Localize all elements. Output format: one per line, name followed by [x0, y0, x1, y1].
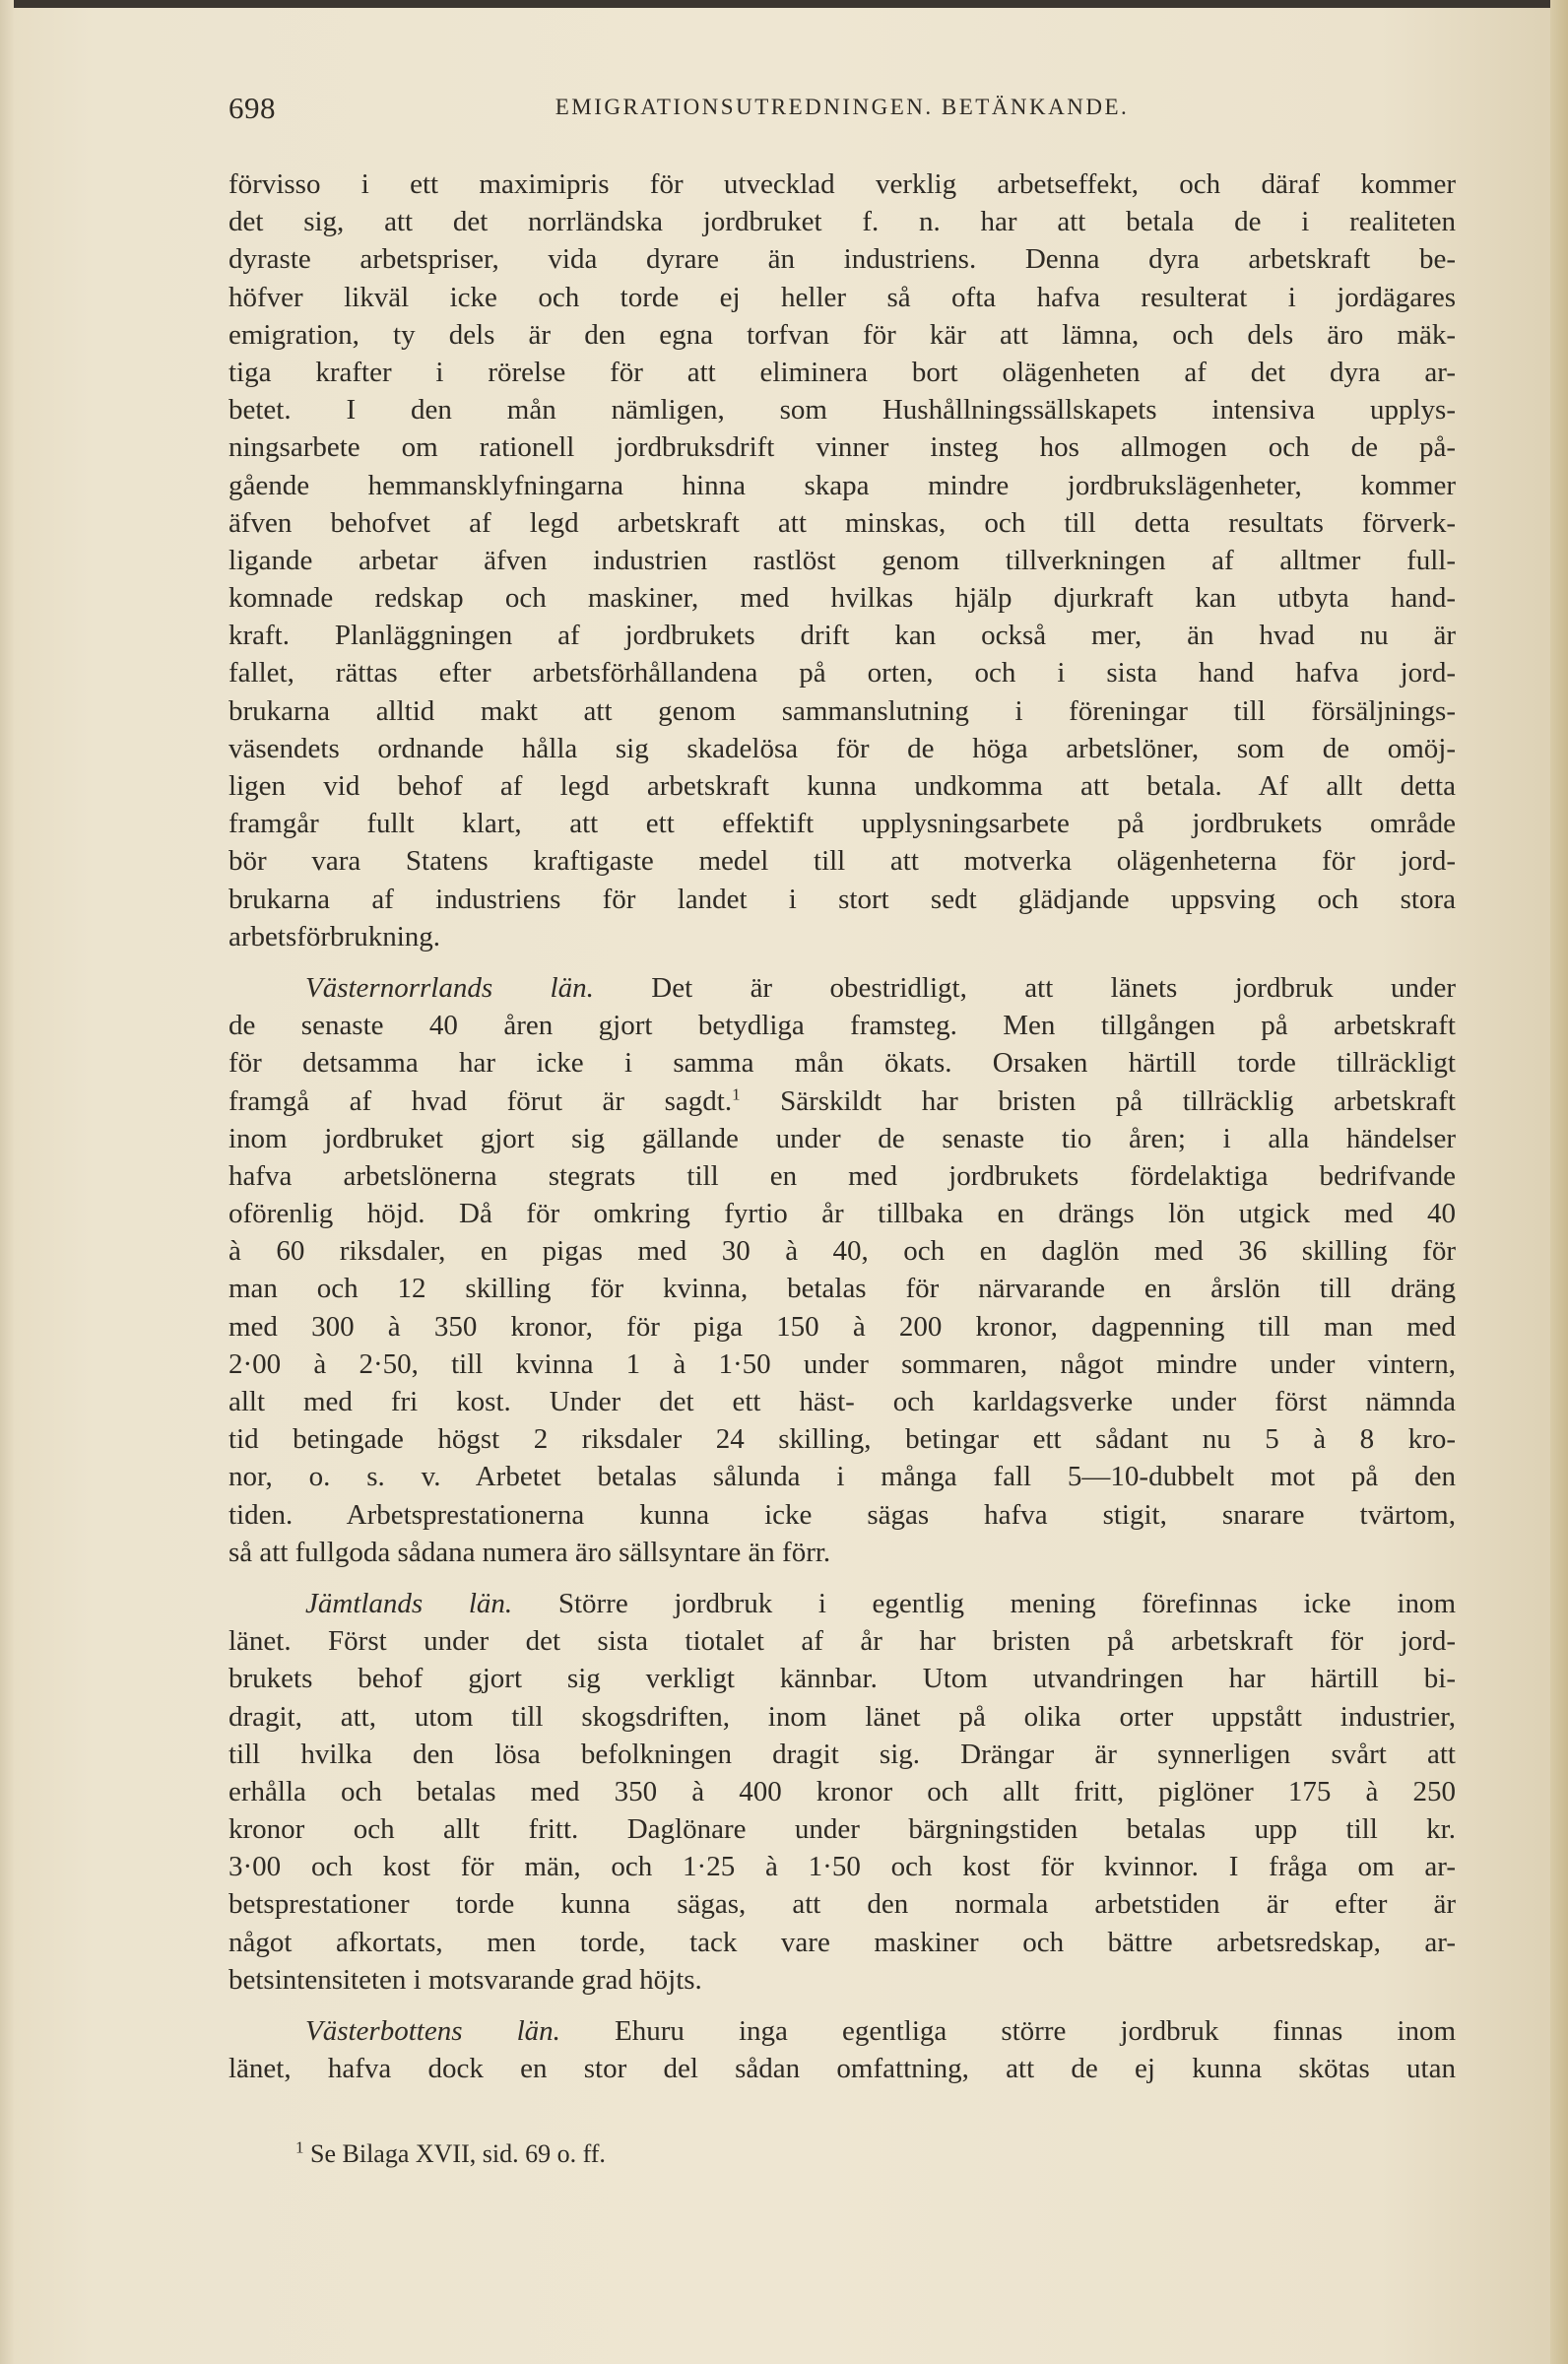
paragraph-first-line: Jämtlands län. Större jordbruk i egentlig mening förefinnas icke inom — [305, 1587, 1456, 1619]
text-line: brukets behof gjort sig verkligt kännbar. Utom utvandringen har härtill bi- — [229, 1663, 1456, 1695]
text-line: länet. Först under det sista tiotalet af år har bristen på arbetskraft för jord- — [229, 1625, 1456, 1658]
text-line: dragit, att, utom till skogsdriften, inom länet på olika orter uppstått industrier, — [229, 1700, 1456, 1733]
text-line: erhålla och betalas med 350 à 400 kronor och allt fritt, piglöner 175 à 250 — [229, 1775, 1456, 1807]
top-border — [0, 0, 1568, 8]
section-heading: Västernorrlands län. — [305, 971, 594, 1004]
text-line: brukarna af industriens för landet i stort sedt glädjande uppsving och stora — [229, 883, 1456, 915]
body-text — [229, 165, 1456, 2087]
paragraph-first-line: Västerbottens län. Ehuru inga egentliga större jordbruk finnas inom — [305, 2015, 1456, 2047]
vasterbotten-paragraph — [229, 2012, 1456, 2087]
text-line: kronor och allt fritt. Daglönare under bärgningstiden betalas upp till kr. — [229, 1813, 1456, 1846]
text-line: betsintensiteten i motsvarande grad höjts. — [229, 1963, 702, 1996]
text-line: tiden. Arbetsprestationerna kunna icke sägas hafva stigit, snarare tvärtom, — [229, 1498, 1456, 1531]
text-line: arbetsförbrukning. — [229, 920, 441, 952]
text-line: med 300 à 350 kronor, för piga 150 à 200 kronor, dagpenning till man med — [229, 1310, 1456, 1343]
text-line: äfven behofvet af legd arbetskraft att minskas, och till detta resultats förverk- — [229, 506, 1456, 539]
text-line: komnade redskap och maskiner, med hvilkas hjälp djurkraft kan utbyta hand- — [229, 582, 1456, 615]
text-line: tiga krafter i rörelse för att eliminera bort olägenheten af det dyra ar- — [229, 356, 1456, 388]
text-line: till hvilka den lösa befolkningen dragit sig. Drängar är synnerligen svårt att — [229, 1738, 1456, 1770]
text-line: 3·00 och kost för män, och 1·25 à 1·50 och kost för kvinnor. I fråga om ar- — [229, 1851, 1456, 1883]
text-line: de senaste 40 åren gjort betydliga framsteg. Men tillgången på arbetskraft — [229, 1010, 1456, 1042]
paragraph-first-line: Västernorrlands län. Det är obestridligt, att länets jordbruk under — [305, 971, 1456, 1004]
text-line: framgår fullt klart, att ett effektift upplysningsarbete på jordbrukets område — [229, 808, 1456, 840]
running-title: EMIGRATIONSUTREDNINGEN. BETÄNKANDE. — [555, 95, 1130, 119]
text-line: väsendets ordnande hålla sig skadelösa för de höga arbetslöner, som de omöj- — [229, 732, 1456, 764]
text-line: förvisso i ett maximipris för utvecklad verklig arbetseffekt, och däraf kommer — [229, 168, 1456, 200]
text-line: betsprestationer torde kunna sägas, att den normala arbetstiden är efter är — [229, 1888, 1456, 1921]
section-heading: Västerbottens län. — [305, 2015, 560, 2047]
text-line: bör vara Statens kraftigaste medel till att motverka olägenheterna för jord- — [229, 845, 1456, 878]
text-line: man och 12 skilling för kvinna, betalas för närvarande en årslön till dräng — [229, 1273, 1456, 1305]
footnote-reference: 1 — [732, 1084, 741, 1103]
section-heading: Jämtlands län. — [305, 1587, 513, 1619]
text-line: framgå af hvad förut är sagdt.$^1$ Särskildt har bristen på tillräcklig arbetskraft — [229, 1084, 1456, 1117]
page-header — [229, 91, 1456, 130]
text-line: ligen vid behof af legd arbetskraft kunna undkomma att betala. Af allt detta — [229, 770, 1456, 802]
text-line: gående hemmansklyfningarna hinna skapa mindre jordbrukslägenheter, kommer — [229, 469, 1456, 501]
jamtland-paragraph — [229, 1585, 1456, 1999]
footnote-marker: 1 — [295, 2137, 304, 2157]
text-line: så att fullgoda sådana numera äro sällsyntare än förr. — [229, 1536, 831, 1568]
text-line: ligande arbetar äfven industrien rastlöst genom tillverkningen af alltmer full- — [229, 544, 1456, 576]
left-page-edge — [0, 0, 14, 2364]
text-line: oförenlig höjd. Då för omkring fyrtio år tillbaka en drängs lön utgick med 40 — [229, 1198, 1456, 1230]
text-line: fallet, rättas efter arbetsförhållandena på orten, och i sista hand hafva jord- — [229, 657, 1456, 690]
page-number: 698 — [229, 91, 276, 125]
text-line: något afkortats, men torde, tack vare maskiner och bättre arbetsredskap, ar- — [229, 1926, 1456, 1958]
text-line: inom jordbruket gjort sig gällande under de senaste tio åren; i alla händelser — [229, 1122, 1456, 1154]
text-line: allt med fri kost. Under det ett häst- och karldagsverke under först nämnda — [229, 1386, 1456, 1417]
text-line: brukarna alltid makt att genom sammanslutning i föreningar till försäljnings- — [229, 694, 1456, 727]
text-line: hafva arbetslönerna stegrats till en med jordbrukets fördelaktiga bedrifvande — [229, 1159, 1456, 1192]
text-line: höfver likväl icke och torde ej heller så ofta hafva resulterat i jordägares — [229, 281, 1456, 313]
text-line: betet. I den mån nämligen, som Hushållningssällskapets intensiva upplys- — [229, 394, 1456, 427]
text-line: kraft. Planläggningen af jordbrukets drift kan också mer, än hvad nu är — [229, 620, 1456, 652]
text-line: dyraste arbetspriser, vida dyrare än industriens. Denna dyra arbetskraft be- — [229, 243, 1456, 276]
text-line: à 60 riksdaler, en pigas med 30 à 40, och en daglön med 36 skilling för — [229, 1235, 1456, 1268]
vasternorrland-paragraph — [229, 969, 1456, 1571]
intro-paragraph — [229, 165, 1456, 955]
right-page-edge — [1550, 0, 1568, 2364]
text-line: det sig, att det norrländska jordbruket f. n. har att betala de i realiteten — [229, 206, 1456, 238]
text-line: nor, o. s. v. Arbetet betalas sålunda i många fall 5—10-dubbelt mot på den — [229, 1461, 1456, 1493]
text-line: för detsamma har icke i samma mån ökats. Orsaken härtill torde tillräckligt — [229, 1047, 1456, 1080]
text-line: 2·00 à 2·50, till kvinna 1 à 1·50 under sommaren, något mindre under vintern, — [229, 1347, 1456, 1380]
footnote-text: Se Bilaga XVII, sid. 69 o. ff. — [310, 2139, 606, 2168]
text-line: emigration, ty dels är den egna torfvan för kär att lämna, och dels äro mäk- — [229, 318, 1456, 351]
text-line: ningsarbete om rationell jordbruksdrift vinner insteg hos allmogen och de på- — [229, 431, 1456, 464]
text-line: tid betingade högst 2 riksdaler 24 skilling, betingar ett sådant nu 5 à 8 kro- — [229, 1423, 1456, 1456]
footnote — [295, 2137, 606, 2171]
text-line: länet, hafva dock en stor del sådan omfattning, att de ej kunna skötas utan — [229, 2053, 1456, 2085]
